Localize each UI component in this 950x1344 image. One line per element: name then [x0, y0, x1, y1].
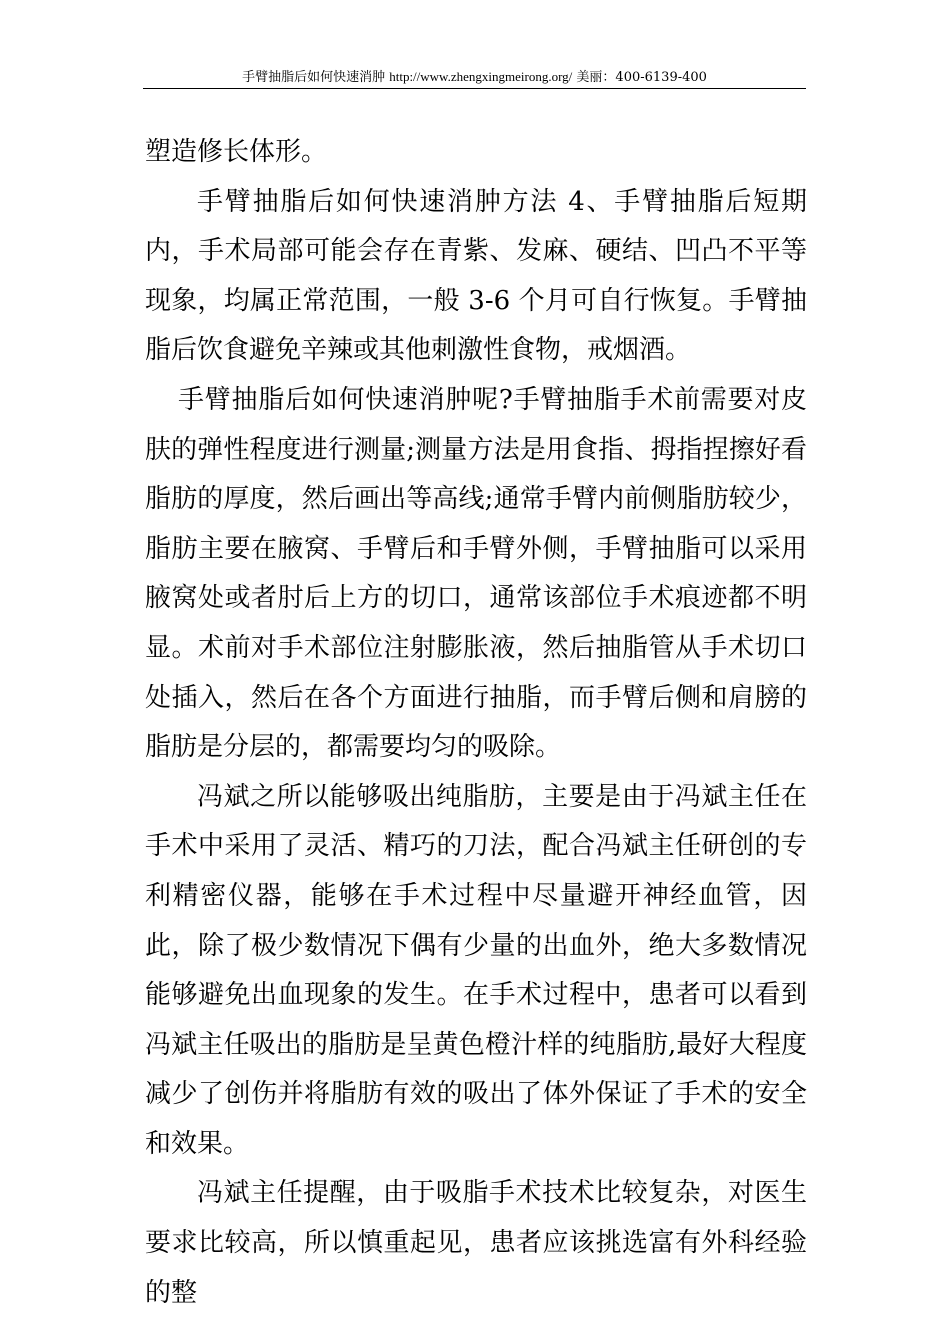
body-text [145, 128, 807, 1318]
page-header [143, 68, 806, 89]
paragraph-2: 手臂抽脂后如何快速消肿方法 4、手臂抽脂后短期内，手术局部可能会存在青紫、发麻、硬结、凹凸不平等现象，均属正常范围，一般 3-6 个月可自行恢复。手臂抽脂后饮食避免辛辣或其他刺激性食物，戒烟酒。 [145, 186, 807, 366]
header-url[interactable]: http://www.zhengxingmeirong.org/ [389, 69, 573, 84]
paragraph-5: 冯斌主任提醒，由于吸脂手术技术比较复杂，对医生要求比较高，所以慎重起见，患者应该挑选富有外科经验的整 [145, 1178, 807, 1308]
paragraph-3: 手臂抽脂后如何快速消肿呢?手臂抽脂手术前需要对皮肤的弹性程度进行测量;测量方法是用食指、拇指捏擦好看脂肪的厚度，然后画出等高线;通常手臂内前侧脂肪较少，脂肪主要在腋窝、手臂后和手臂外侧，手臂抽脂可以采用腋窝处或者肘后上方的切口，通常该部位手术痕迹都不明显。术前对手术部位注射膨胀液，然后抽脂管从手术切口处插入，然后在各个方面进行抽脂，而手臂后侧和肩膀的脂肪是分层的，都需要均匀的吸除。 [145, 384, 807, 763]
paragraph-4: 冯斌之所以能够吸出纯脂肪，主要是由于冯斌主任在手术中采用了灵活、精巧的刀法，配合冯斌主任研创的专利精密仪器，能够在手术过程中尽量避开神经血管，因此，除了极少数情况下偶有少量的出血外，绝大多数情况能够避免出血现象的发生。在手术过程中，患者可以看到冯斌主任吸出的脂肪是呈黄色橙汁样的纯脂肪,最好大程度减少了创伤并将脂肪有效的吸出了体外保证了手术的安全和效果。 [145, 781, 807, 1159]
header-title: 手臂抽脂后如何快速消肿 [242, 70, 386, 85]
header-contact: 美丽：400-6139-400 [576, 70, 707, 85]
paragraph-1: 塑造修长体形。 [145, 137, 328, 167]
